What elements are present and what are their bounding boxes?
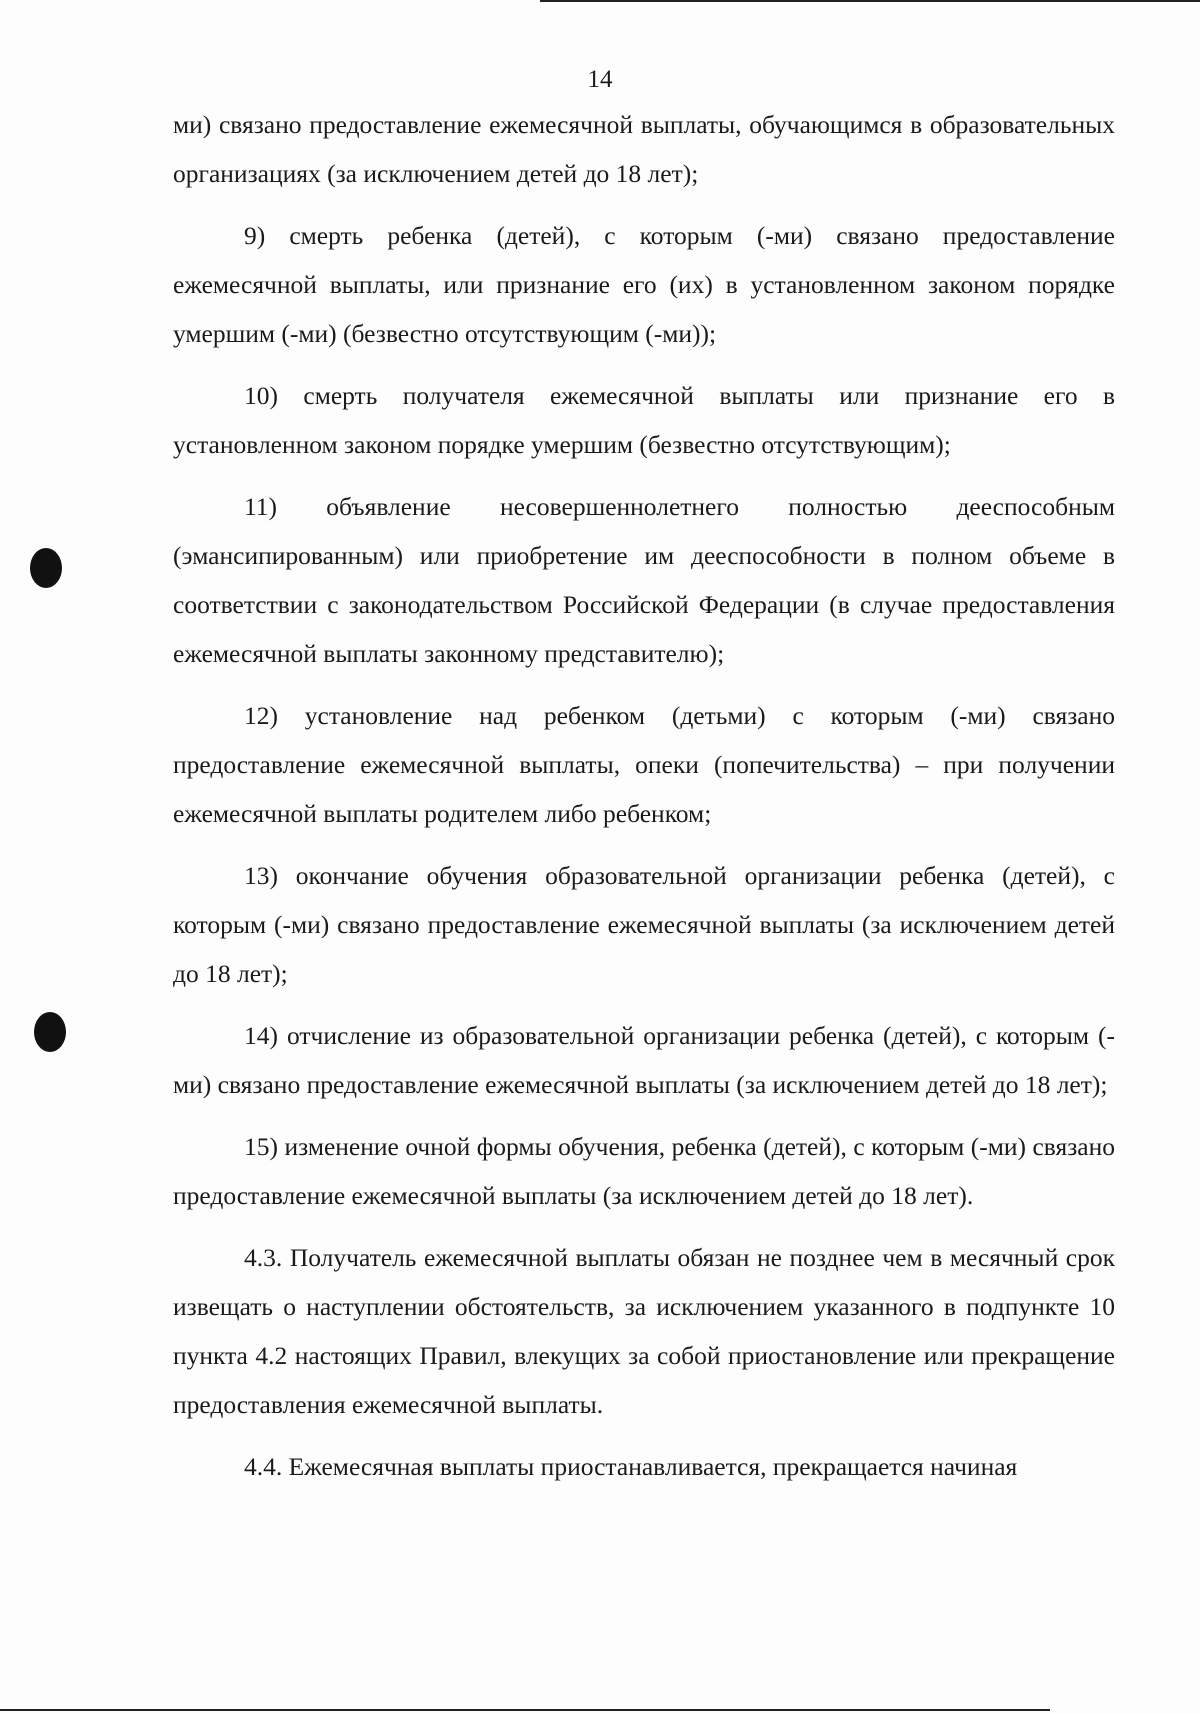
list-item-13: 13) окончание обучения образовательной организации ребенка (детей), с которым (-ми) связано предоставление ежемесячной выплаты (за исключением детей до 18 лет); bbox=[173, 861, 1115, 988]
list-item-11: 11) объявление несовершеннолетнего полностью дееспособным (эмансипированным) или приобретение им дееспособности в полном объеме в соответствии с законодательством Российской Федерации (в случае предоставления ежемесячной выплаты законному представителю); bbox=[173, 492, 1115, 668]
bottom-edge-line bbox=[0, 1709, 1050, 1711]
clause-4-3: 4.3. Получатель ежемесячной выплаты обязан не позднее чем в месячный срок извещать о наступлении обстоятельств, за исключением указанного в подпункте 10 пункта 4.2 настоящих Правил, влекущих за собой приостановление или прекращение предоставления ежемесячной выплаты. bbox=[173, 1243, 1115, 1419]
page-number: 14 bbox=[587, 66, 613, 93]
list-item-15: 15) изменение очной формы обучения, ребенка (детей), с которым (-ми) связано предоставление ежемесячной выплаты (за исключением детей до 18 лет). bbox=[173, 1132, 1115, 1210]
document-body bbox=[173, 100, 1115, 1504]
list-item-14: 14) отчисление из образовательной организации ребенка (детей), с которым (-ми) связано предоставление ежемесячной выплаты (за исключением детей до 18 лет); bbox=[173, 1021, 1115, 1099]
list-item-10: 10) смерть получателя ежемесячной выплаты или признание его в установленном законом порядке умершим (безвестно отсутствующим); bbox=[173, 381, 1115, 459]
punch-hole bbox=[34, 1012, 66, 1052]
top-edge-line bbox=[540, 0, 1200, 2]
clause-4-4: 4.4. Ежемесячная выплаты приостанавливается, прекращается начиная bbox=[244, 1452, 1018, 1481]
paragraph-continuation: ми) связано предоставление ежемесячной выплаты, обучающимся в образовательных организациях (за исключением детей до 18 лет); bbox=[173, 110, 1115, 188]
list-item-12: 12) установление над ребенком (детьми) с которым (-ми) связано предоставление ежемесячной выплаты, опеки (попечительства) – при получении ежемесячной выплаты родителем либо ребенком; bbox=[173, 701, 1115, 828]
punch-hole bbox=[30, 548, 62, 588]
list-item-9: 9) смерть ребенка (детей), с которым (-ми) связано предоставление ежемесячной выплаты, или признание его (их) в установленном законом порядке умершим (-ми) (безвестно отсутствующим (-ми)); bbox=[173, 221, 1115, 348]
